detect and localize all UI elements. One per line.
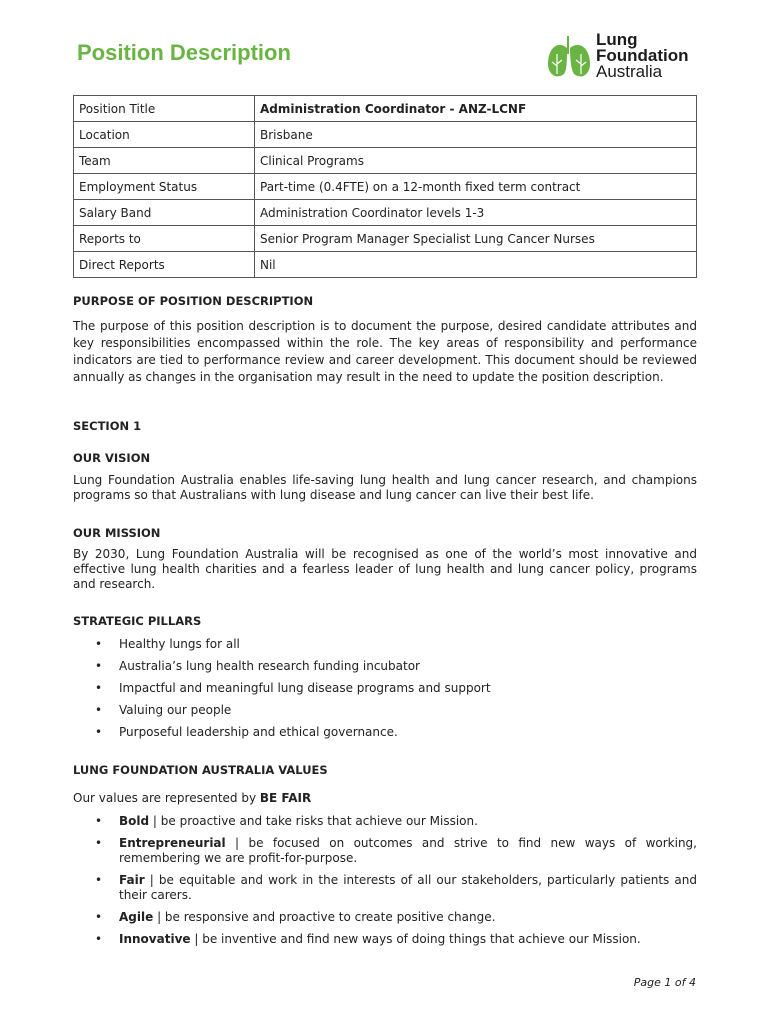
table-row (74, 200, 697, 226)
row-value: Administration Coordinator levels 1-3 (255, 200, 697, 226)
list-item: • Healthy lungs for all (73, 637, 697, 652)
values-intro (73, 791, 697, 805)
row-value: Clinical Programs (255, 148, 697, 174)
table-row (74, 96, 697, 122)
table-row (74, 174, 697, 200)
values-list (73, 814, 697, 947)
table-row (74, 122, 697, 148)
section-heading: SECTION 1 (73, 419, 142, 433)
values-intro-bold: BE FAIR (259, 791, 312, 805)
value-name: Entrepreneurial (119, 836, 226, 850)
row-value: Brisbane (255, 122, 697, 148)
table-row (74, 148, 697, 174)
value-text: | be focused on outcomes and strive to find new ways of working, remembering we are profit-for-purpose. (119, 836, 697, 865)
value-text: | be proactive and take risks that achieve our Mission. (149, 814, 478, 828)
row-value: Administration Coordinator - ANZ-LCNF (255, 96, 697, 122)
table-row (74, 226, 697, 252)
row-value: Senior Program Manager Specialist Lung Cancer Nurses (255, 226, 697, 252)
purpose-heading: PURPOSE OF POSITION DESCRIPTION (73, 294, 314, 308)
vision-heading: OUR VISION (73, 451, 151, 465)
list-item: • Purposeful leadership and ethical governance. (73, 725, 697, 740)
list-item (73, 873, 697, 903)
row-label: Reports to (74, 226, 255, 252)
row-label: Direct Reports (74, 252, 255, 278)
purpose-text: The purpose of this position description is to document the purpose, desired candidate attributes and key responsibilities encompassed within the role. The key areas of responsibility and performance indicators are tied to performance review and career development. This document should be reviewed annually as changes in the organisation may result in the need to update the position description. (73, 319, 697, 384)
lung-foundation-logo (546, 32, 701, 82)
position-info-table (73, 95, 697, 278)
mission-text: By 2030, Lung Foundation Australia will be recognised as one of the world’s most innovative and effective lung health charities and a fearless leader of lung health and lung cancer policy, programs and research. (73, 547, 697, 591)
values-intro-text: Our values are represented by (73, 791, 260, 805)
row-value: Part-time (0.4FTE) on a 12-month fixed term contract (255, 174, 697, 200)
row-label: Employment Status (74, 174, 255, 200)
value-name: Bold (119, 814, 150, 828)
logo-line-2: Foundation (596, 46, 689, 65)
list-item: • Impactful and meaningful lung disease programs and support (73, 681, 697, 696)
value-name: Fair (119, 873, 145, 887)
pillars-list (73, 637, 697, 740)
row-label: Salary Band (74, 200, 255, 226)
list-item (73, 932, 697, 947)
list-item (73, 910, 697, 925)
pillars-heading: STRATEGIC PILLARS (73, 614, 202, 628)
list-item (73, 814, 697, 829)
list-item: • Valuing our people (73, 703, 697, 718)
table-row (74, 252, 697, 278)
value-name: Agile (119, 910, 154, 924)
vision-text: Lung Foundation Australia enables life-saving lung health and lung cancer research, and champions programs so that Australians with lung disease and lung cancer can live their best life. (73, 473, 697, 502)
row-label: Location (74, 122, 255, 148)
value-text: | be responsive and proactive to create positive change. (153, 910, 496, 924)
row-value: Nil (255, 252, 697, 278)
logo-line-3: Australia (596, 62, 663, 81)
value-name: Innovative (119, 932, 191, 946)
logo-line-1: Lung (596, 30, 638, 49)
value-text: | be inventive and find new ways of doing things that achieve our Mission. (190, 932, 641, 946)
mission-heading: OUR MISSION (73, 526, 161, 540)
list-item (73, 836, 697, 866)
value-text: | be equitable and work in the interests of all our stakeholders, particularly patients and their carers. (119, 873, 697, 902)
values-heading: LUNG FOUNDATION AUSTRALIA VALUES (73, 763, 328, 777)
list-item: • Australia’s lung health research funding incubator (73, 659, 697, 674)
row-label: Position Title (74, 96, 255, 122)
lungs-icon (546, 34, 592, 82)
page-title: Position Description (77, 40, 291, 65)
page-number: Page 1 of 4 (633, 976, 696, 989)
row-label: Team (74, 148, 255, 174)
